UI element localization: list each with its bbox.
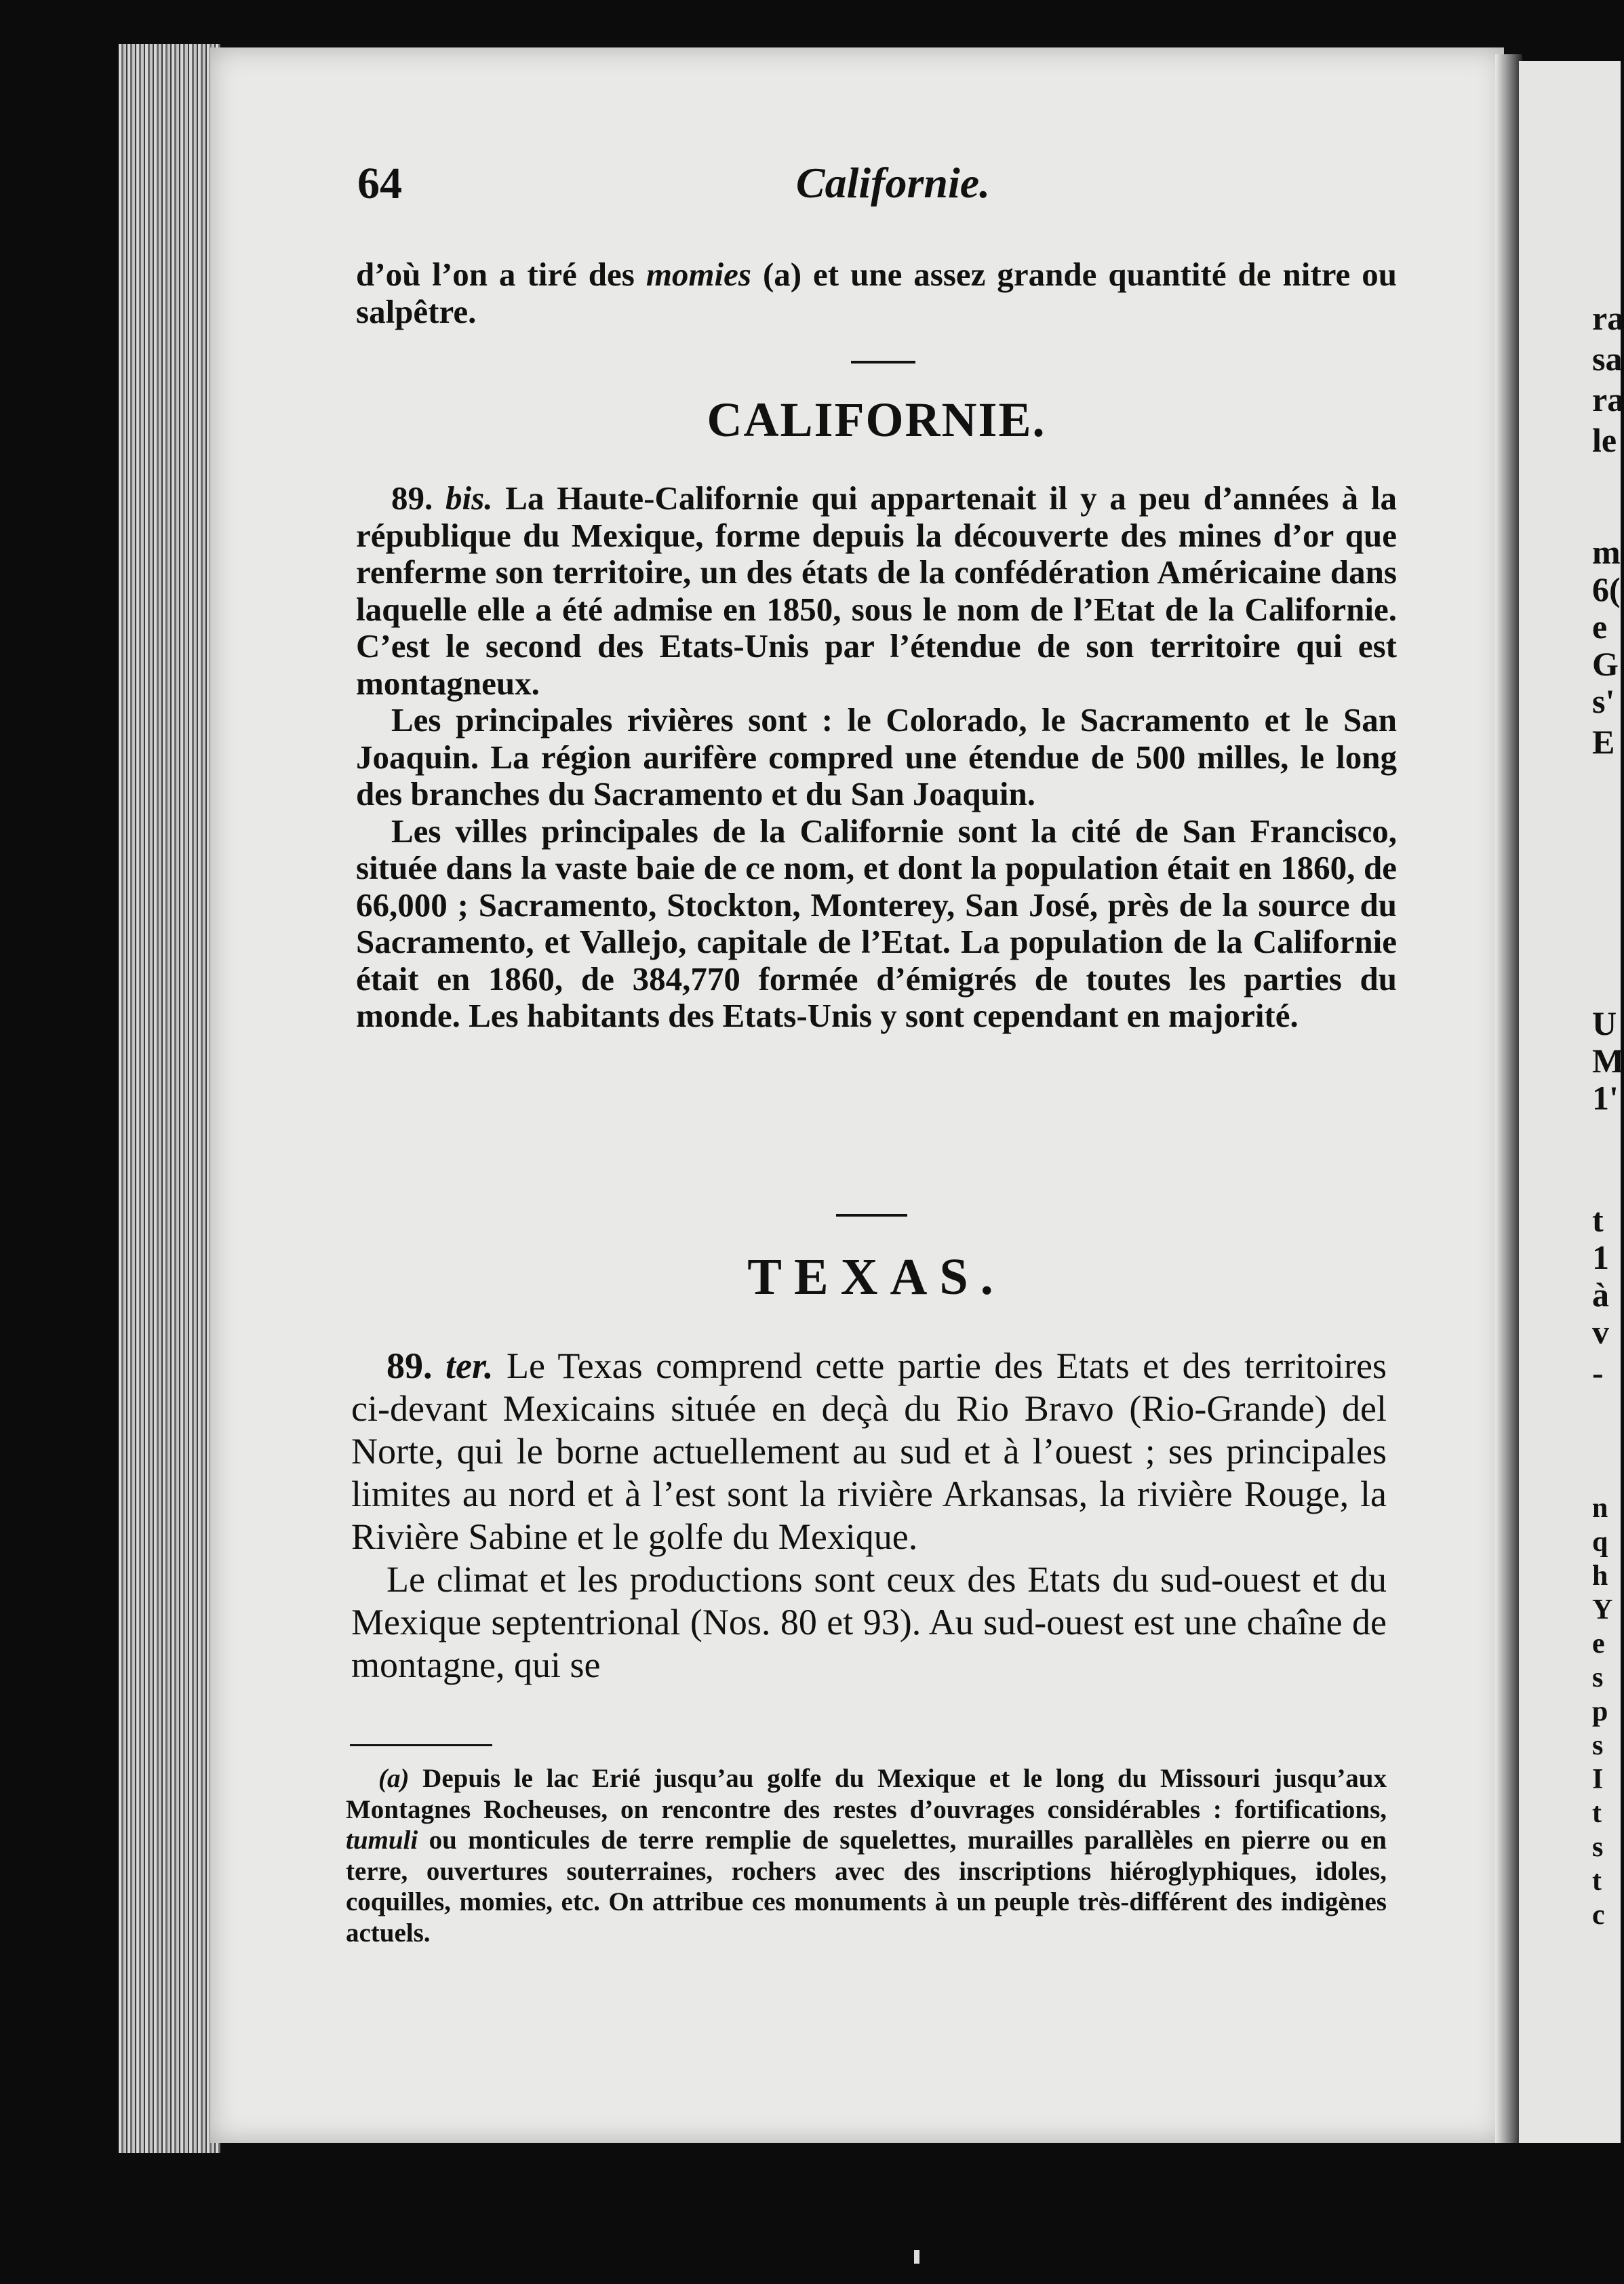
footnote-text-before: Depuis le lac Erié jusqu’au golfe du Mexique et le long du Missouri jusqu’aux Montagnes Rocheuses, on rencontre des restes d’ouvrages considérables : fortifications, bbox=[346, 1764, 1387, 1824]
footnote bbox=[346, 1763, 1387, 1948]
facing-fragment: le bbox=[1592, 421, 1617, 459]
facing-fragment: h bbox=[1592, 1560, 1608, 1592]
facing-fragment: t bbox=[1592, 1798, 1602, 1829]
running-title: Californie. bbox=[795, 159, 991, 207]
heading-californie: CALIFORNIE. bbox=[707, 393, 1046, 447]
paragraph-suffix: bis. bbox=[445, 479, 493, 517]
footnote-rule bbox=[350, 1744, 492, 1746]
texas-section bbox=[351, 1345, 1387, 1687]
californie-section bbox=[356, 480, 1397, 1035]
page-edges bbox=[119, 44, 220, 2153]
facing-fragment: 1 bbox=[1592, 1238, 1609, 1276]
facing-fragment: M bbox=[1592, 1042, 1624, 1080]
facing-page-fragment bbox=[1519, 61, 1624, 2143]
facing-fragment: ra bbox=[1592, 380, 1624, 418]
section-rule bbox=[836, 1214, 907, 1217]
paragraph-number: 89. bbox=[391, 479, 433, 517]
facing-fragment: v bbox=[1592, 1313, 1609, 1351]
facing-fragment: 1' bbox=[1592, 1079, 1619, 1117]
facing-fragment: e bbox=[1592, 1628, 1605, 1659]
facing-fragment: U bbox=[1592, 1004, 1617, 1042]
texas-paragraph-2: Le climat et les productions sont ceux des Etats du sud-ouest et du Mexique septentrional (Nos. 80 et 93). Au sud-ouest est une chaîne de montagne, qui se bbox=[351, 1559, 1387, 1685]
facing-fragment: sa bbox=[1592, 340, 1623, 378]
facing-fragment: ra bbox=[1592, 299, 1624, 337]
californie-paragraph-1: La Haute-Californie qui appartenait il y a peu d’années à la république du Mexique, forme depuis la découverte des mines d’or que renferme son territoire, un des états de la confédération Américaine dans laquelle elle a été admise en 1850, sous le nom de l’Etat de la Californie. C’est le second des Etats-Unis par l’étendue de son territoire qui est montagneux. bbox=[356, 479, 1398, 702]
californie-paragraph-3: Les villes principales de la Californie sont la cité de San Francisco, située dans la vaste baie de ce nom, et dont la population était en 1860, de 66,000 ; Sacramento, Stockton, Monterey, San José, près de la source du Sacramento, et Vallejo, capitale de l’Etat. La population de la Californie était en 1860, de 384,770 formée d’émigrés de toutes les parties du monde. Les habitants des Etats-Unis y sont cependant en majorité. bbox=[356, 812, 1397, 1034]
footnote-text-after: ou monticules de terre remplie de squelettes, murailles parallèles en pierre ou en terre, ouvertures souterraines, rochers avec des inscriptions hiéroglyphiques, idoles, coquilles, momies, etc. On attribue ces monuments à un peuple très-différent des indigènes actuels. bbox=[346, 1826, 1387, 1948]
facing-fragment: G bbox=[1592, 645, 1619, 683]
facing-fragment: s bbox=[1592, 1832, 1604, 1863]
paragraph-number: 89. bbox=[387, 1345, 433, 1386]
facing-fragment: 6( bbox=[1592, 570, 1621, 608]
footnote-mark: (a) bbox=[378, 1764, 410, 1793]
facing-fragment: s' bbox=[1592, 682, 1615, 720]
facing-fragment: q bbox=[1592, 1527, 1608, 1558]
running-head bbox=[357, 158, 1388, 219]
footnote-italic: tumuli bbox=[346, 1826, 418, 1855]
facing-fragment: I bbox=[1592, 1764, 1604, 1795]
facing-fragment: - bbox=[1592, 1354, 1604, 1392]
facing-fragment: à bbox=[1592, 1276, 1609, 1314]
facing-fragment: n bbox=[1592, 1493, 1608, 1524]
scan-speck bbox=[914, 2250, 919, 2264]
facing-fragment: m bbox=[1592, 533, 1621, 571]
page-number: 64 bbox=[357, 159, 402, 208]
facing-fragment: e bbox=[1592, 608, 1608, 646]
intro-paragraph bbox=[356, 256, 1397, 330]
facing-fragment: p bbox=[1592, 1696, 1608, 1727]
facing-fragment: E bbox=[1592, 723, 1615, 761]
intro-text-after: et une assez grande quantité de nitre ou salpêtre. bbox=[356, 256, 1398, 330]
facing-fragment: t bbox=[1592, 1201, 1604, 1239]
intro-italic: momies bbox=[646, 256, 751, 293]
facing-fragment: c bbox=[1592, 1899, 1605, 1931]
book-gutter bbox=[1495, 54, 1522, 2143]
intro-text-before: d’où l’on a tiré des bbox=[356, 256, 646, 293]
paragraph-suffix: ter. bbox=[445, 1345, 494, 1386]
californie-paragraph-2: Les principales rivières sont : le Colorado, le Sacramento et le San Joaquin. La région aurifère compred une étendue de 500 milles, le long des branches du Sacramento et du San Joaquin. bbox=[356, 701, 1397, 812]
facing-fragment: Y bbox=[1592, 1594, 1613, 1626]
footnote-ref: (a) bbox=[751, 256, 802, 293]
texas-paragraph-1: Le Texas comprend cette partie des Etats et des territoires ci-devant Mexicains située en deçà du Rio Bravo (Rio-Grande) del Norte, qui le borne actuellement au sud et à l’ouest ; ses principales limites au nord et à l’est sont la rivière Arkansas, la rivière Rouge, la Rivière Sabine et le golfe du Mexique. bbox=[351, 1345, 1387, 1557]
facing-fragment: s bbox=[1592, 1662, 1604, 1693]
facing-fragment: t bbox=[1592, 1866, 1602, 1897]
facing-fragment: s bbox=[1592, 1730, 1604, 1761]
section-rule bbox=[851, 361, 915, 363]
heading-texas: TEXAS. bbox=[747, 1248, 1006, 1305]
